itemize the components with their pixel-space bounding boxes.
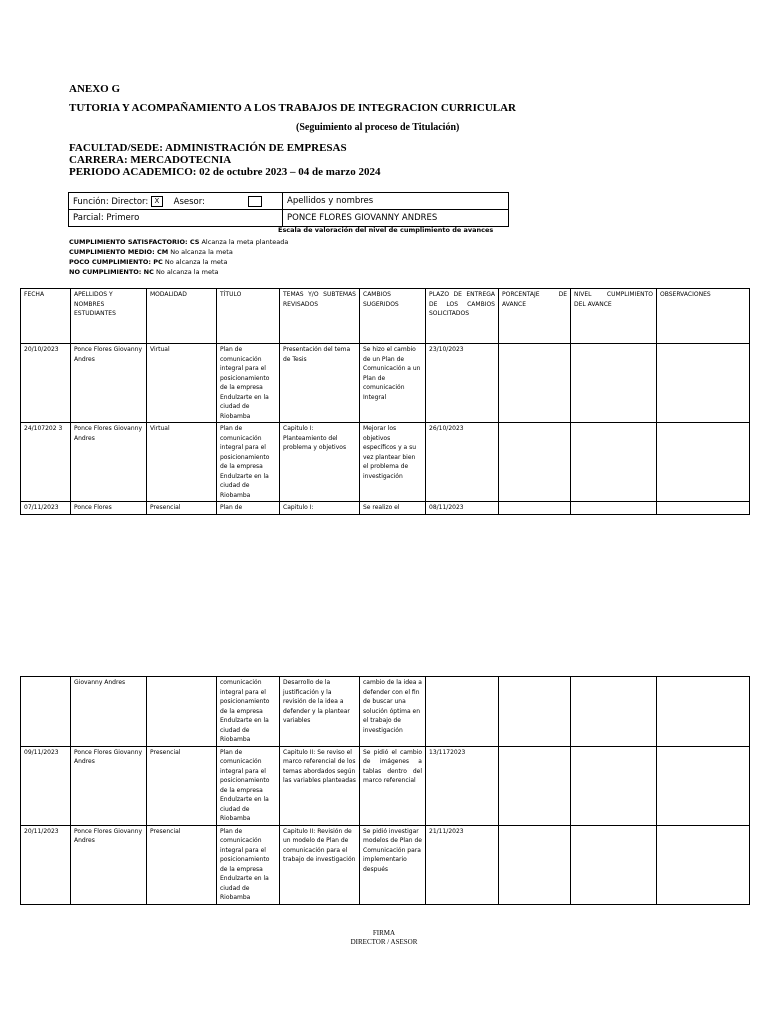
cell-porcentaje [499,677,571,747]
col-apellidos: APELLIDOS Y NOMBRES ESTUDIANTES [71,289,147,344]
cell-fecha: 09/11/2023 [21,746,71,825]
table-row [21,344,750,423]
signature-role: DIRECTOR / ASESOR [350,938,418,946]
cell-modalidad: Virtual [147,423,217,502]
partial-cell: Parcial: Primero [69,210,283,227]
table-row [21,423,750,502]
tutor-info-table [68,192,509,227]
cell-porcentaje [499,746,571,825]
cell-modalidad: Presencial [147,746,217,825]
cell-observaciones [657,502,750,515]
signature-label: FIRMA [372,929,396,937]
cell-titulo: Plan de comunicación integral para el posicionamiento de la empresa Endulzarte en la ciudad de Riobamba [217,746,280,825]
cell-plazo: 26/10/2023 [426,423,499,502]
cell-titulo: Plan de comunicación integral para el posicionamiento de la empresa Endulzarte en la ciudad de Riobamba [217,423,280,502]
table-row [21,502,750,515]
cell-temas: Capitulo II: Se reviso el marco referencial de los temas abordados según las variables planteadas [280,746,360,825]
faculty-line: FACULTAD/SEDE: ADMINISTRACIÓN DE EMPRESAS [69,142,347,154]
cell-estudiante: Giovanny Andres [71,677,147,747]
names-header-cell: Apellidos y nombres [283,193,509,210]
annex-title: ANEXO G [69,83,121,95]
cell-modalidad: Presencial [147,825,217,904]
director-checkbox[interactable]: X [151,196,163,207]
cell-porcentaje [499,423,571,502]
cell-temas: Desarrollo de la justificación y la revisión de la idea a defender y la plantear variables [280,677,360,747]
cell-cambios: Se realizo el [360,502,426,515]
table-row [21,677,750,747]
progress-table-page2 [20,676,750,905]
cell-nivel [571,825,657,904]
legend-pc: POCO CUMPLIMIENTO: PC No alcanza la meta [69,258,228,266]
cell-titulo: Plan de comunicación integral para el posicionamiento de la empresa Endulzarte en la ciudad de Riobamba [217,344,280,423]
document-subtitle: (Seguimiento al proceso de Titulación) [296,122,460,133]
cell-porcentaje [499,502,571,515]
cell-estudiante: Ponce Flores Giovanny Andres [71,825,147,904]
cell-porcentaje [499,825,571,904]
progress-table-page1 [20,288,750,515]
role-cell [69,193,283,210]
cell-titulo: Plan de comunicación integral para el posicionamiento de la empresa Endulzarte en la ciudad de Riobamba [217,825,280,904]
cell-plazo: 13/1172023 [426,746,499,825]
cell-temas: Capitulo II: Revisión de un modelo de Plan de comunicación para el trabajo de investigación [280,825,360,904]
cell-nivel [571,344,657,423]
legend-nc: NO CUMPLIMIENTO: NC No alcanza la meta [69,268,219,276]
asesor-checkbox[interactable] [248,196,262,207]
cell-cambios: cambio de la idea a defender con el fin de buscar una solución óptima en el trabajo de investigación [360,677,426,747]
cell-observaciones [657,344,750,423]
academic-period-line: PERIODO ACADEMICO: 02 de octubre 2023 – 04 de marzo 2024 [69,166,381,178]
cell-fecha: 20/11/2023 [21,825,71,904]
cell-cambios: Se pidió el cambio de imágenes a tablas dentro del marco referencial [360,746,426,825]
col-titulo: TÍTULO [217,289,280,344]
cell-observaciones [657,677,750,747]
cell-modalidad: Presencial [147,502,217,515]
cell-observaciones [657,423,750,502]
col-cambios: CAMBIOS SUGERIDOS [360,289,426,344]
col-modalidad: MODALIDAD [147,289,217,344]
cell-estudiante: Ponce Flores [71,502,147,515]
student-name-cell: PONCE FLORES GIOVANNY ANDRES [283,210,509,227]
cell-observaciones [657,746,750,825]
col-fecha: FECHA [21,289,71,344]
cell-plazo: 08/11/2023 [426,502,499,515]
cell-observaciones [657,825,750,904]
legend-cs: CUMPLIMIENTO SATISFACTORIO: CS Alcanza la meta planteada [69,238,289,246]
cell-nivel [571,677,657,747]
cell-nivel [571,502,657,515]
cell-fecha [21,677,71,747]
col-porcentaje: PORCENTAJE DE AVANCE [499,289,571,344]
table-row [21,825,750,904]
cell-modalidad: Virtual [147,344,217,423]
cell-fecha: 07/11/2023 [21,502,71,515]
asesor-label: Asesor: [173,196,205,207]
cell-temas: Capitulo I: [280,502,360,515]
col-observaciones: OBSERVACIONES [657,289,750,344]
cell-estudiante: Ponce Flores Giovanny Andres [71,423,147,502]
cell-cambios: Mejorar los objetivos específicos y a su vez plantear bien el problema de investigación [360,423,426,502]
signature-block [0,929,768,947]
cell-cambios: Se hizo el cambio de un Plan de Comunicación a un Plan de comunicación Integral [360,344,426,423]
cell-modalidad [147,677,217,747]
cell-temas: Capitulo I: Planteamiento del problema y objetivos [280,423,360,502]
role-label: Función: Director: [73,196,149,207]
cell-plazo: 23/10/2023 [426,344,499,423]
cell-fecha: 20/10/2023 [21,344,71,423]
cell-nivel [571,423,657,502]
cell-fecha: 24/107202 3 [21,423,71,502]
col-nivel: NIVEL CUMPLIMIENTO DEL AVANCE [571,289,657,344]
cell-porcentaje [499,344,571,423]
table-row [21,746,750,825]
cell-titulo: comunicación integral para el posicionamiento de la empresa Endulzarte en la ciudad de Riobamba [217,677,280,747]
cell-estudiante: Ponce Flores Giovanny Andres [71,746,147,825]
career-line: CARRERA: MERCADOTECNIA [69,154,232,166]
col-temas: TEMAS Y/O SUBTEMAS REVISADOS [280,289,360,344]
cell-estudiante: Ponce Flores Giovanny Andres [71,344,147,423]
cell-nivel [571,746,657,825]
col-plazo: PLAZO DE ENTREGA DE LOS CAMBIOS SOLICITADOS [426,289,499,344]
rating-scale-title: Escala de valoración del nivel de cumplimiento de avances [278,226,494,234]
cell-cambios: Se pidió investigar modelos de Plan de Comunicación para implementario después [360,825,426,904]
cell-plazo [426,677,499,747]
cell-plazo: 21/11/2023 [426,825,499,904]
cell-temas: Presentación del tema de Tesis [280,344,360,423]
document-title: TUTORIA Y ACOMPAÑAMIENTO A LOS TRABAJOS DE INTEGRACION CURRICULAR [69,102,516,114]
cell-titulo: Plan de [217,502,280,515]
table-header-row [21,289,750,344]
legend-cm: CUMPLIMIENTO MEDIO: CM No alcanza la meta [69,248,233,256]
